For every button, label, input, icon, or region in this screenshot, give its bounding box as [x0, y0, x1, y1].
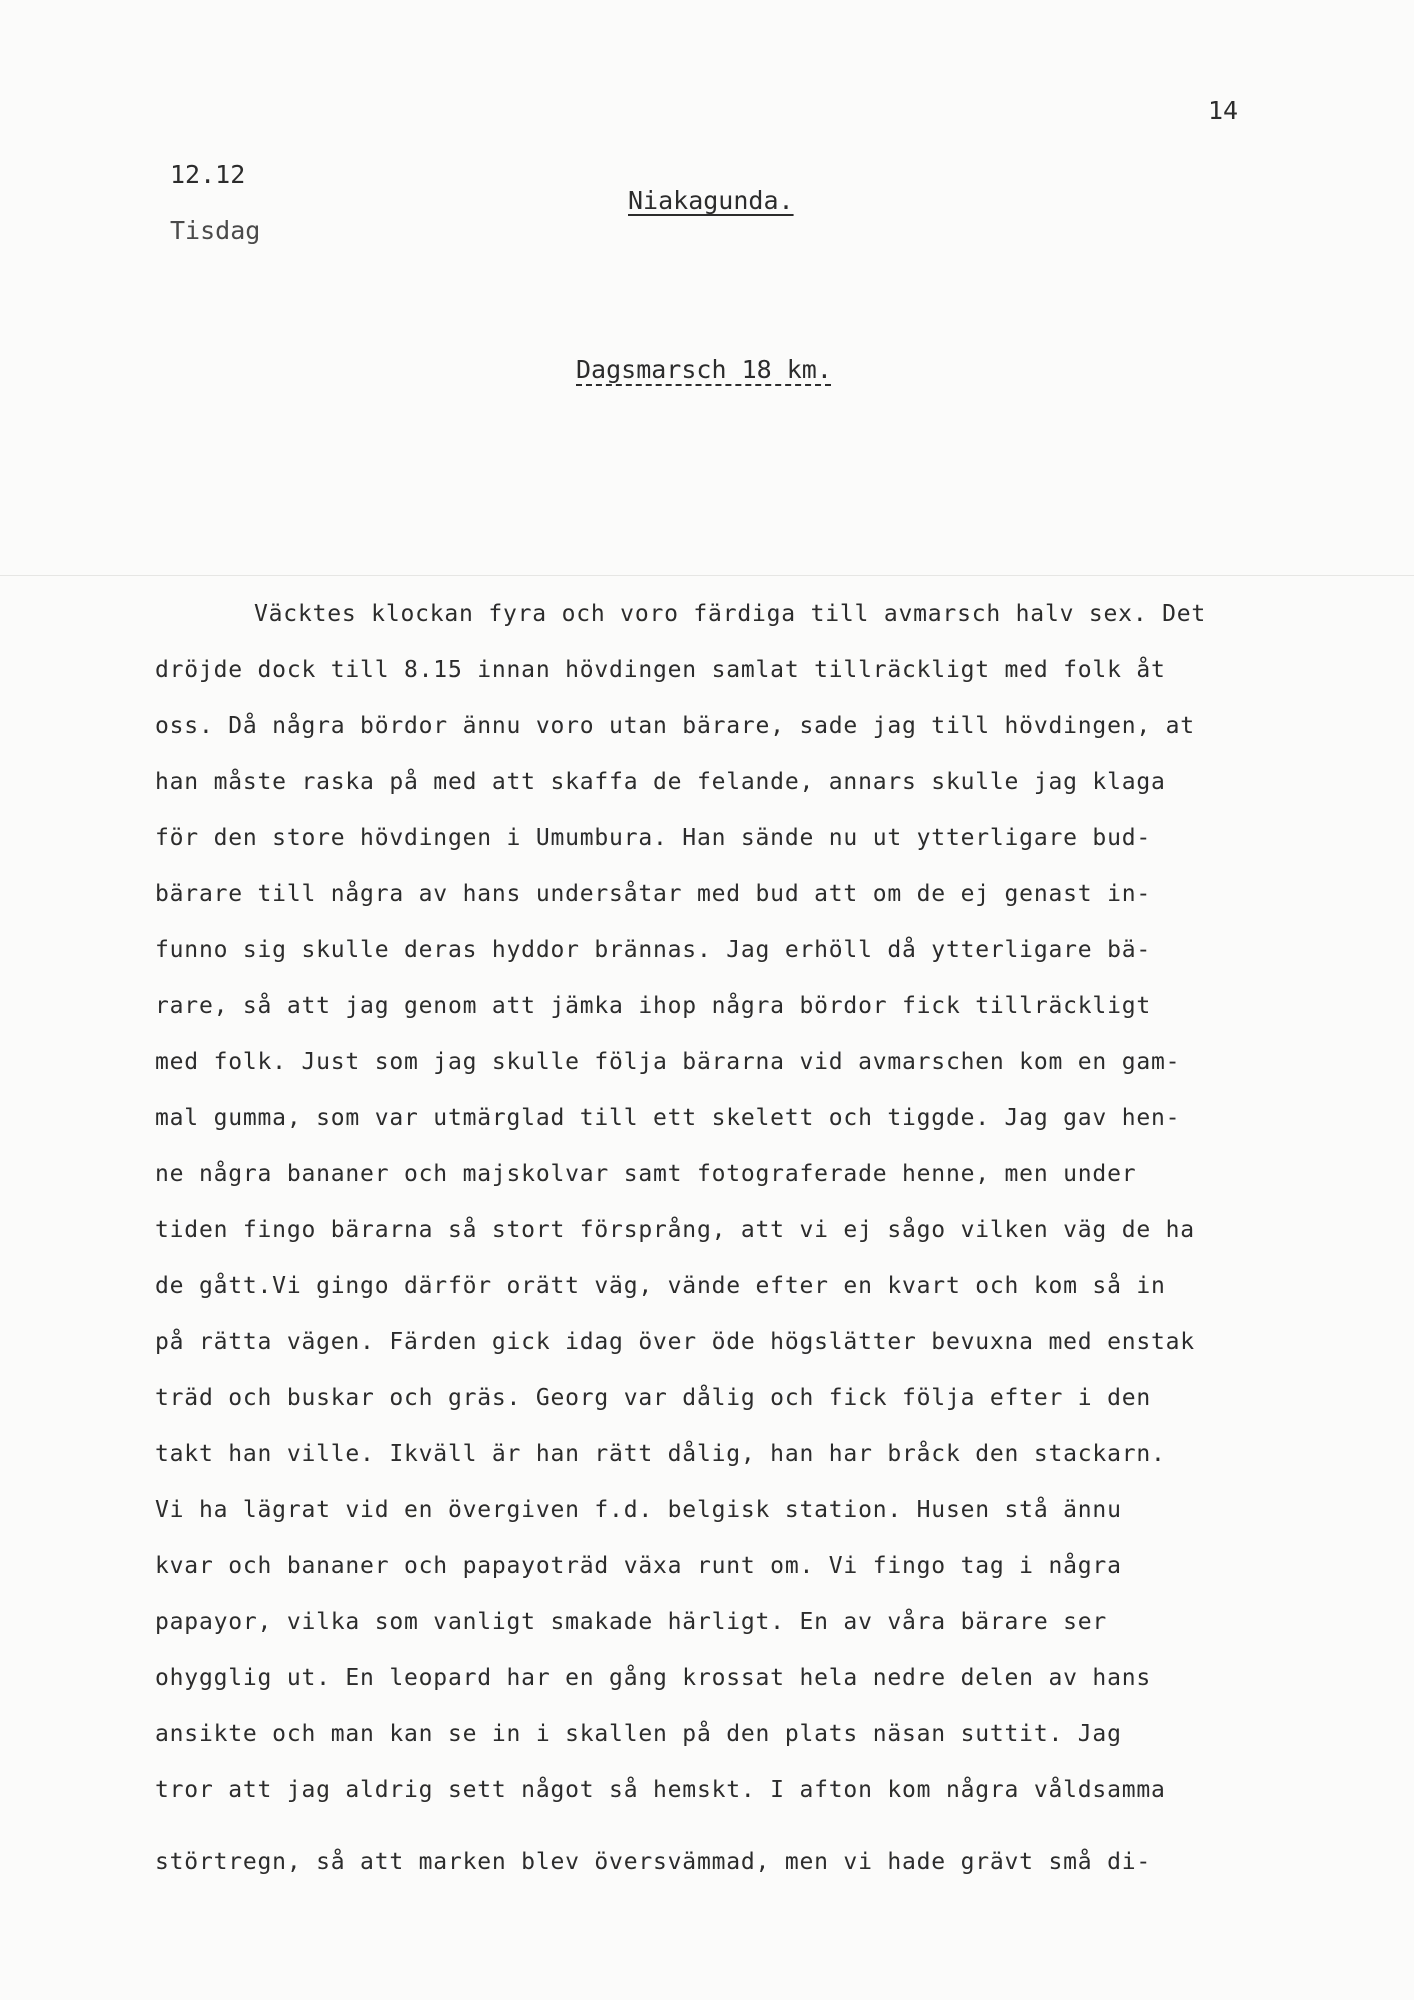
diary-entry-body	[155, 586, 1390, 1890]
body-line: för den store hövdingen i Umumbura. Han sände nu ut ytterligare bud-	[155, 825, 1152, 851]
body-line: papayor, vilka som vanligt smakade härligt. En av våra bärare ser	[155, 1609, 1108, 1635]
body-line: tror att jag aldrig sett något så hemskt. I afton kom några våldsamma	[155, 1777, 1166, 1803]
location-heading: Niakagunda.	[628, 186, 794, 215]
body-line: bärare till några av hans undersåtar med bud att om de ej genast in-	[155, 881, 1152, 907]
body-line: ne några bananer och majskolvar samt fotograferade henne, men under	[155, 1161, 1137, 1187]
body-line: rare, så att jag genom att jämka ihop några bördor fick tillräckligt	[155, 993, 1152, 1019]
scan-fold-line	[0, 575, 1414, 576]
page-number: 14	[1208, 96, 1239, 125]
entry-date: 12.12	[170, 160, 246, 189]
body-line: de gått.Vi gingo därför orätt väg, vände efter en kvart och kom så in	[155, 1273, 1166, 1299]
body-line: oss. Då några bördor ännu voro utan bärare, sade jag till hövdingen, at	[155, 713, 1195, 739]
body-line: på rätta vägen. Färden gick idag över öde högslätter bevuxna med enstak	[155, 1329, 1195, 1355]
body-line: ohygglig ut. En leopard har en gång krossat hela nedre delen av hans	[155, 1665, 1152, 1691]
body-line: takt han ville. Ikväll är han rätt dålig, han har bråck den stackarn.	[155, 1441, 1166, 1467]
body-line: Väcktes klockan fyra och voro färdiga till avmarsch halv sex. Det	[254, 601, 1207, 627]
body-line: han måste raska på med att skaffa de felande, annars skulle jag klaga	[155, 769, 1166, 795]
body-line: kvar och bananer och papayoträd växa runt om. Vi fingo tag i några	[155, 1553, 1122, 1579]
body-line: ansikte och man kan se in i skallen på den plats näsan suttit. Jag	[155, 1721, 1122, 1747]
body-line: dröjde dock till 8.15 innan hövdingen samlat tillräckligt med folk åt	[155, 657, 1166, 683]
body-line: tiden fingo bärarna så stort försprång, att vi ej sågo vilken väg de ha	[155, 1217, 1195, 1243]
body-line: funno sig skulle deras hyddor brännas. Jag erhöll då ytterligare bä-	[155, 937, 1152, 963]
entry-weekday: Tisdag	[170, 216, 261, 245]
body-line: med folk. Just som jag skulle följa bärarna vid avmarschen kom en gam-	[155, 1049, 1181, 1075]
day-march-heading: Dagsmarsch 18 km.	[576, 355, 832, 384]
body-line: Vi ha lägrat vid en övergiven f.d. belgisk station. Husen stå ännu	[155, 1497, 1122, 1523]
body-line: mal gumma, som var utmärglad till ett skelett och tiggde. Jag gav hen-	[155, 1105, 1181, 1131]
body-line: störtregn, så att marken blev översvämmad, men vi hade grävt små di-	[155, 1849, 1152, 1875]
body-line: träd och buskar och gräs. Georg var dålig och fick följa efter i den	[155, 1385, 1152, 1411]
